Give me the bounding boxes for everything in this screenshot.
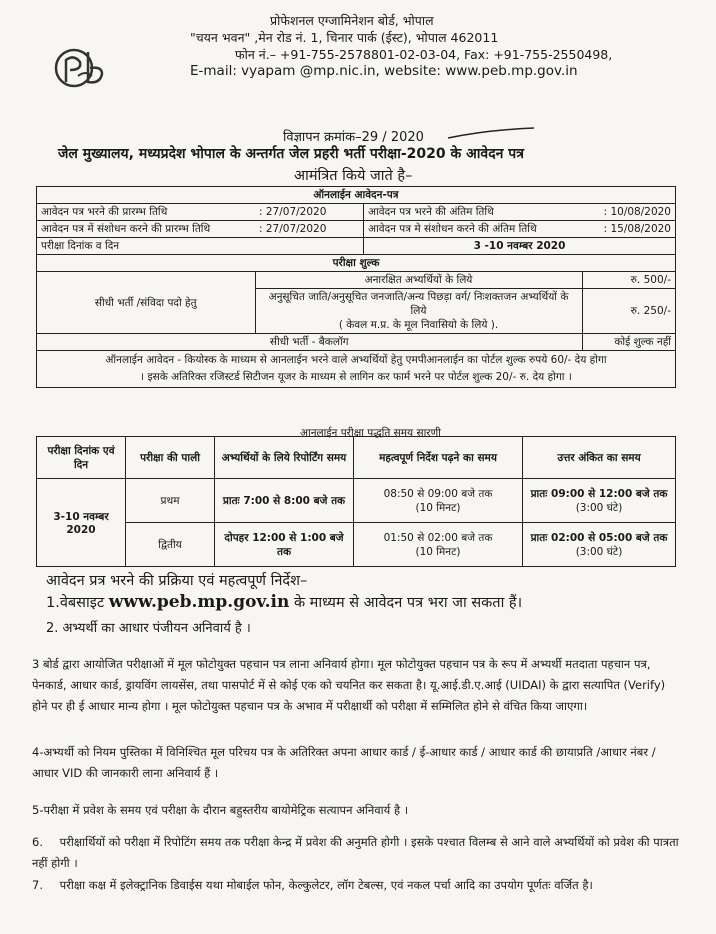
- fee-reserved-label: अनुसूचित जाति/अनुसूचित जनजाति/अन्य पिछड़ा वर्ग/ निःशक्तजन अभ्यर्थियों के लिये: [268, 291, 569, 317]
- website-link[interactable]: www.peb.mp.gov.in: [108, 592, 290, 612]
- answer-duration: (3:00 घंटे): [575, 545, 623, 558]
- application-details-table: [36, 186, 676, 388]
- fee-category: सीधी भर्ती /संविदा पदो हेतु: [37, 272, 256, 334]
- edit-end-value: : 15/08/2020: [582, 221, 676, 238]
- point6-text: परीक्षार्थियों को परीक्षा में रिपोटिंग समय तक परीक्षा केन्द्र में प्रवेश की अनुमति होगी । इसके पश्चात विलम्ब से आने वाले अभ्यर्थियों को प्रवेश की पात्रता नहीं होगी ।: [32, 835, 679, 870]
- org-name: प्रोफेशनल एग्जामिनेशन बोर्ड, भोपाल: [270, 13, 434, 28]
- fee-backlog-label: सीधी भर्ती - बैकलॉग: [37, 334, 583, 351]
- exam-date-value: 3 -10 नवम्बर 2020: [364, 238, 676, 255]
- notice-title: जेल मुख्यालय, मध्यप्रदेश भोपाल के अन्तर्गत जेल प्रहरी भर्ती परीक्षा-2020 के आवेदन पत्र: [58, 146, 524, 162]
- org-phone: फोन नं.– +91-755-2578801-02-03-04, Fax: +91-755-2550498,: [235, 47, 613, 62]
- answer-time-cell: [523, 479, 676, 523]
- instruction-time-cell: [354, 523, 523, 567]
- process-point-3: 3 बोर्ड द्वारा आयोजित परीक्षाओं में मूल फोटोयुक्त पहचान पत्र लाना अनिवार्य होगा। मूल फोटोयुक्त पहचान पत्र के रूप में अभ्यर्थी मतदाता पहचान पत्र, पेनकार्ड, आधार कार्ड, ड्रायविंग लायसेंस, तथा पासपोर्ट में से कोई एक को चयनित कर सकता है। यू.आई.डी.ए.आई (UIDAI) के द्वारा सत्यापित (Verify) होने पर ही ई आधार मान्य होगा । मूल फोटोयुक्त पहचान पत्र के अभाव में परीक्षार्थी को परीक्षा में सम्मिलित होने से वंचित किया जाएगा।: [32, 657, 666, 713]
- fee-heading: परीक्षा शुल्क: [37, 255, 676, 272]
- schedule-header: अभ्यर्थियों के लिये रिपोर्टिंग समय: [215, 437, 354, 479]
- instruction-duration: (10 मिनट): [415, 545, 461, 558]
- start-date-value: : 27/07/2020: [255, 204, 364, 221]
- org-address: "चयन भवन" ,मेन रोड नं. 1, चिनार पार्क (ईस्ट), भोपाल 462011: [190, 30, 499, 45]
- notice-subtitle: आमंत्रित किये जाते है–: [294, 168, 413, 184]
- process-point-7: [32, 875, 682, 896]
- process-point-2: 2. अभ्यर्थी का आधार पंजीयन अनिवार्य है ।: [46, 621, 251, 636]
- edit-start-label: आवेदन पत्र में संशोधन करने की प्रारम्भ तिथि: [37, 221, 256, 238]
- point1-suffix: के माध्यम से आवेदन पत्र भरा जा सकता हैं।: [293, 595, 523, 611]
- point7-text: परीक्षा कक्ष में इलेक्ट्रानिक डिवाईस यथा मोबाईल फोन, केल्कुलेटर, लॉग टेबल्स, एवं नकल पर्चा आदि का उपयोग पूर्णतः वर्जित है।: [59, 878, 593, 892]
- fee-unreserved-label: अनारक्षित अभ्यर्थियों के लिये: [255, 272, 582, 289]
- start-date-label: आवेदन पत्र भरने की प्रारम्भ तिथि: [37, 204, 256, 221]
- answer-time: प्रातः 02:00 से 05:00 बजे तक: [530, 531, 668, 544]
- online-form-heading: ऑनलाईन आवेदन-पत्र: [37, 187, 676, 204]
- org-email-website: E-mail: vyapam @mp.nic.in, website: www.peb.mp.gov.in: [190, 63, 578, 79]
- end-date-value: : 10/08/2020: [582, 204, 676, 221]
- edit-end-label: आवेदन पत्र मे संशोधन करने की अंतिम तिथि: [364, 221, 583, 238]
- process-point-5: 5-परीक्षा में प्रवेश के समय एवं परीक्षा के दौरान बहुस्तरीय बायोमेट्रिक सत्यापन अनिवार्य है ।: [32, 803, 409, 817]
- reporting-time: दोपहर 12:00 से 1:00 बजे तक: [215, 523, 354, 567]
- answer-time-cell: [523, 523, 676, 567]
- fee-note-2: । इसके अतिरिक्त रजिस्टर्ड सिटीजन यूजर के माध्यम से लागिन कर फार्म भरने पर पोर्टल शुल्क 20/- रु. देय होगा ।: [140, 371, 572, 383]
- process-heading: आवेदन प्रत्र भरने की प्रक्रिया एवं महत्वपूर्ण निर्देश–: [46, 573, 308, 589]
- schedule-date: 3-10 नवम्बर 2020: [37, 479, 126, 567]
- process-point-4: 4-अभ्यर्थी को नियम पुस्तिका में विनिश्चित मूल परिचय पत्र के अतिरिक्त अपना आधार कार्ड / ई-आधार कार्ड / आधार कार्ड की छायाप्रति /आधार नंबर /आधार VID की जानकारी लाना अनिवार्य हैं ।: [32, 745, 656, 780]
- point1-prefix: 1.वेबसाइट: [46, 595, 105, 611]
- exam-date-label: परीक्षा दिनांक व दिन: [37, 238, 364, 255]
- peb-logo: [52, 42, 108, 94]
- shift-name: प्रथम: [126, 479, 215, 523]
- process-point-6: [32, 832, 682, 874]
- fee-reserved-cell: [255, 289, 582, 334]
- fee-backlog-value: कोई शुल्क नहीं: [582, 334, 676, 351]
- schedule-header: परीक्षा दिनांक एवं दिन: [37, 437, 126, 479]
- instruction-duration: (10 मिनट): [415, 501, 461, 514]
- schedule-header: महत्वपूर्ण निर्देश पढ़ने का समय: [354, 437, 523, 479]
- schedule-header: उत्तर अंकित का समय: [523, 437, 676, 479]
- reporting-time: प्रातः 7:00 से 8:00 बजे तक: [215, 479, 354, 523]
- schedule-header: परीक्षा की पाली: [126, 437, 215, 479]
- shift-name: द्वितीय: [126, 523, 215, 567]
- fee-reserved-note: ( केवल म.प्र. के मूल निवासियो के लिये ).: [338, 319, 499, 331]
- ad-number: विज्ञापन क्रमांक–29 / 2020: [283, 130, 424, 145]
- fee-unreserved-value: रु. 500/-: [582, 272, 676, 289]
- schedule-table: [36, 436, 676, 567]
- answer-duration: (3:00 घंटे): [575, 501, 623, 514]
- fee-reserved-value: रु. 250/-: [582, 289, 676, 334]
- point7-number: 7.: [32, 878, 43, 892]
- instruction-time: 01:50 से 02:00 बजे तक: [383, 531, 493, 544]
- point6-number: 6.: [32, 835, 43, 849]
- fee-notes: [37, 351, 676, 388]
- process-point-1: [46, 592, 522, 612]
- schedule-title: आनलाईन परीक्षा पद्धति समय सारणी: [300, 427, 441, 439]
- fee-note-1: ऑनलाईन आवेदन - कियोस्क के माध्यम से आनलाईन भरने वाले अभ्यर्थियों हेतु एमपीआनलाईन का पोर्टल शुल्क रुपये 60/- देय होगा: [105, 354, 607, 366]
- instruction-time: 08:50 से 09:00 बजे तक: [383, 487, 493, 500]
- answer-time: प्रातः 09:00 से 12:00 बजे तक: [530, 487, 668, 500]
- end-date-label: आवेदन पत्र भरने की अंतिम तिथि: [364, 204, 583, 221]
- pen-flourish: [446, 126, 536, 142]
- edit-start-value: : 27/07/2020: [255, 221, 364, 238]
- instruction-time-cell: [354, 479, 523, 523]
